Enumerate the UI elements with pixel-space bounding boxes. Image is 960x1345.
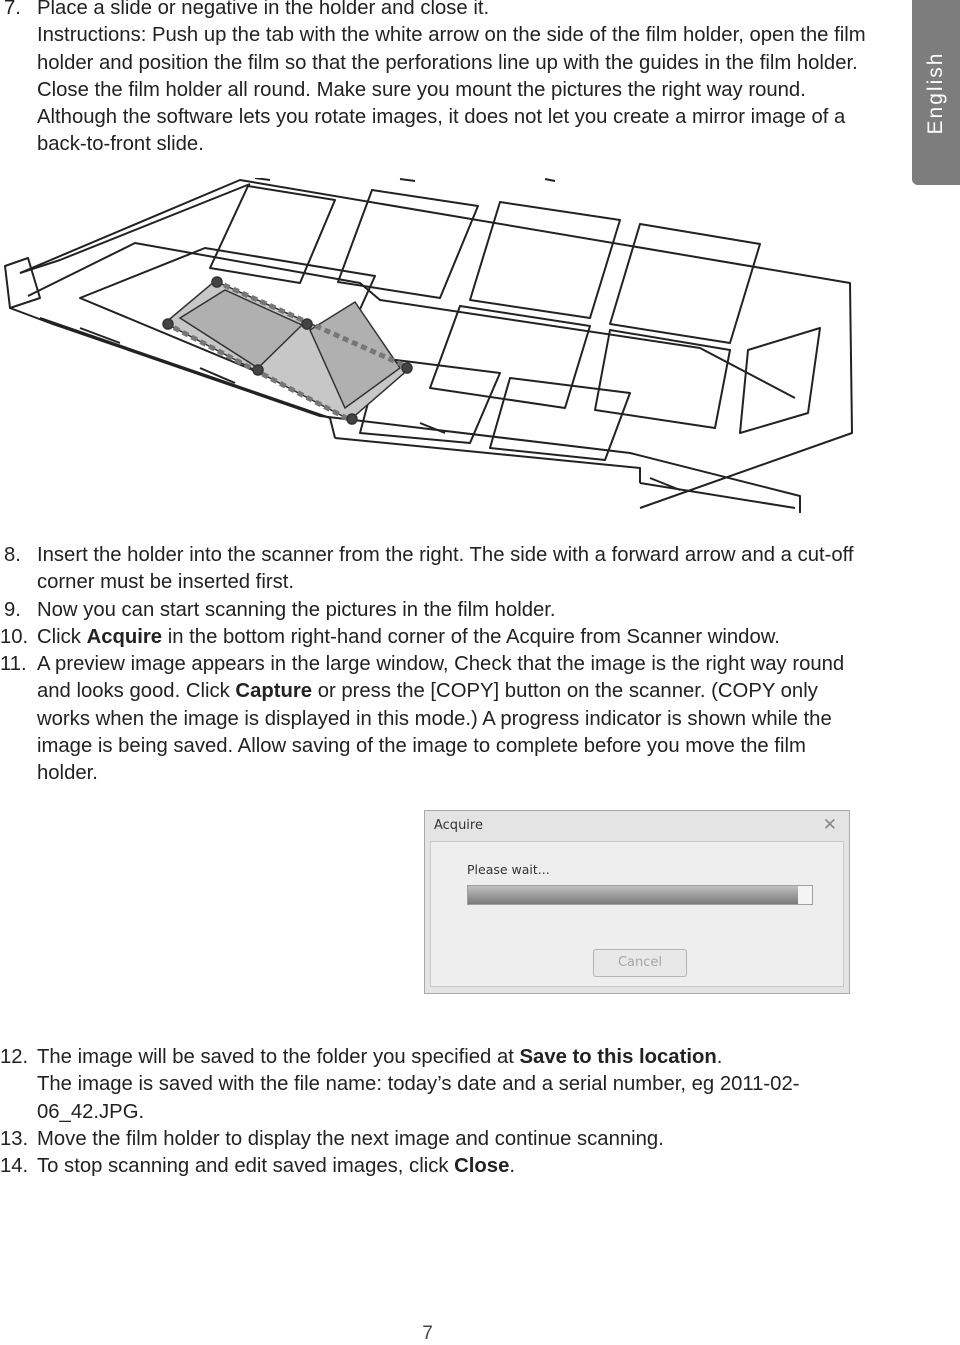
step-number: 11. [0, 653, 27, 676]
steps-list-1 [0, 0, 867, 159]
step-number: 10. [0, 625, 29, 648]
wait-message: Please wait... [467, 862, 550, 877]
film-holder-illustration [0, 178, 860, 513]
step-item [0, 1126, 867, 1153]
holder-front-edge [10, 308, 800, 513]
step-text: or press the [COPY] button on the scanner. (COPY only works when the image is displayed in this mode.) A progress indicator is shown while the image is being saved. Allow saving of the image to complete before you move the film holder. [37, 680, 832, 785]
close-icon[interactable]: ✕ [822, 815, 837, 835]
lid-frame-3 [470, 202, 620, 318]
step-emphasis: Acquire [86, 625, 163, 648]
progress-bar [467, 885, 813, 905]
step-text: Place a slide or negative in the holder and close it. [37, 0, 490, 19]
language-tab-label: English [924, 51, 947, 134]
acquire-dialog [424, 810, 850, 994]
step-number: 7. [4, 0, 21, 19]
step-text: Move the film holder to display the next image and continue scanning. [37, 1127, 664, 1150]
base-window-c [490, 378, 630, 460]
film-strip [163, 277, 412, 424]
step-emphasis: Capture [235, 680, 313, 703]
steps-list-3 [0, 1044, 867, 1180]
step-number: 13. [0, 1127, 29, 1150]
step-item [0, 542, 867, 597]
progress-fill [468, 886, 798, 904]
step-item [0, 1153, 867, 1180]
step-text: in the bottom right-hand corner of the Acquire from Scanner window. [162, 625, 780, 648]
step-number: 12. [0, 1046, 29, 1068]
step-text: A preview image appears in the large window, Check that the image is the right way round and looks good. Click [37, 653, 845, 703]
lid-window-7 [740, 328, 820, 433]
lid-frame-6 [595, 330, 730, 428]
step-number: 8. [4, 544, 21, 566]
lid-frame-2 [338, 190, 478, 298]
step-item [0, 624, 867, 651]
page-number: 7 [422, 1323, 433, 1344]
step-text: Insert the holder into the scanner from the right. The side with a forward arrow and a cut-off corner must be inserted first. [37, 544, 854, 594]
language-tab [912, 0, 960, 185]
lid-frame-5 [430, 306, 590, 408]
step-item [0, 597, 867, 624]
holder-base-outline [5, 258, 40, 308]
step-item [0, 651, 867, 787]
step-text: Now you can start scanning the pictures in the film holder. [37, 598, 556, 621]
holder-lid-outline [20, 180, 852, 508]
step-text: To stop scanning and edit saved images, click [37, 1155, 455, 1178]
step-number: 14. [0, 1155, 29, 1178]
cancel-button[interactable]: Cancel [593, 949, 687, 977]
step-item [0, 0, 867, 159]
lid-frame-4 [610, 224, 760, 343]
step-emphasis: Save to this location [519, 1046, 717, 1068]
step-item [0, 1044, 867, 1126]
step-text: Instructions: Push up the tab with the white arrow on the side of the film holder, open the film holder and position the film so that the perforations line up with the guides in the film holder. Close the film holder all round. Make sure you mount the pictures the right way round. Although the software lets you rotate images, it does not let you create a mirror image of a back-to-front slide. [37, 24, 866, 156]
step-text: . [716, 1046, 723, 1068]
steps-list-2 [0, 542, 867, 788]
dialog-title: Acquire [434, 818, 483, 833]
step-emphasis: Close [454, 1155, 510, 1178]
step-text: The image will be saved to the folder you specified at [37, 1046, 520, 1068]
step-text: The image is saved with the file name: today’s date and a serial number, eg 2011-02-06_42.JPG. [37, 1073, 800, 1123]
step-text: . [509, 1155, 515, 1178]
dialog-body [430, 841, 844, 987]
step-text: Click [37, 625, 87, 648]
step-number: 9. [4, 598, 21, 621]
